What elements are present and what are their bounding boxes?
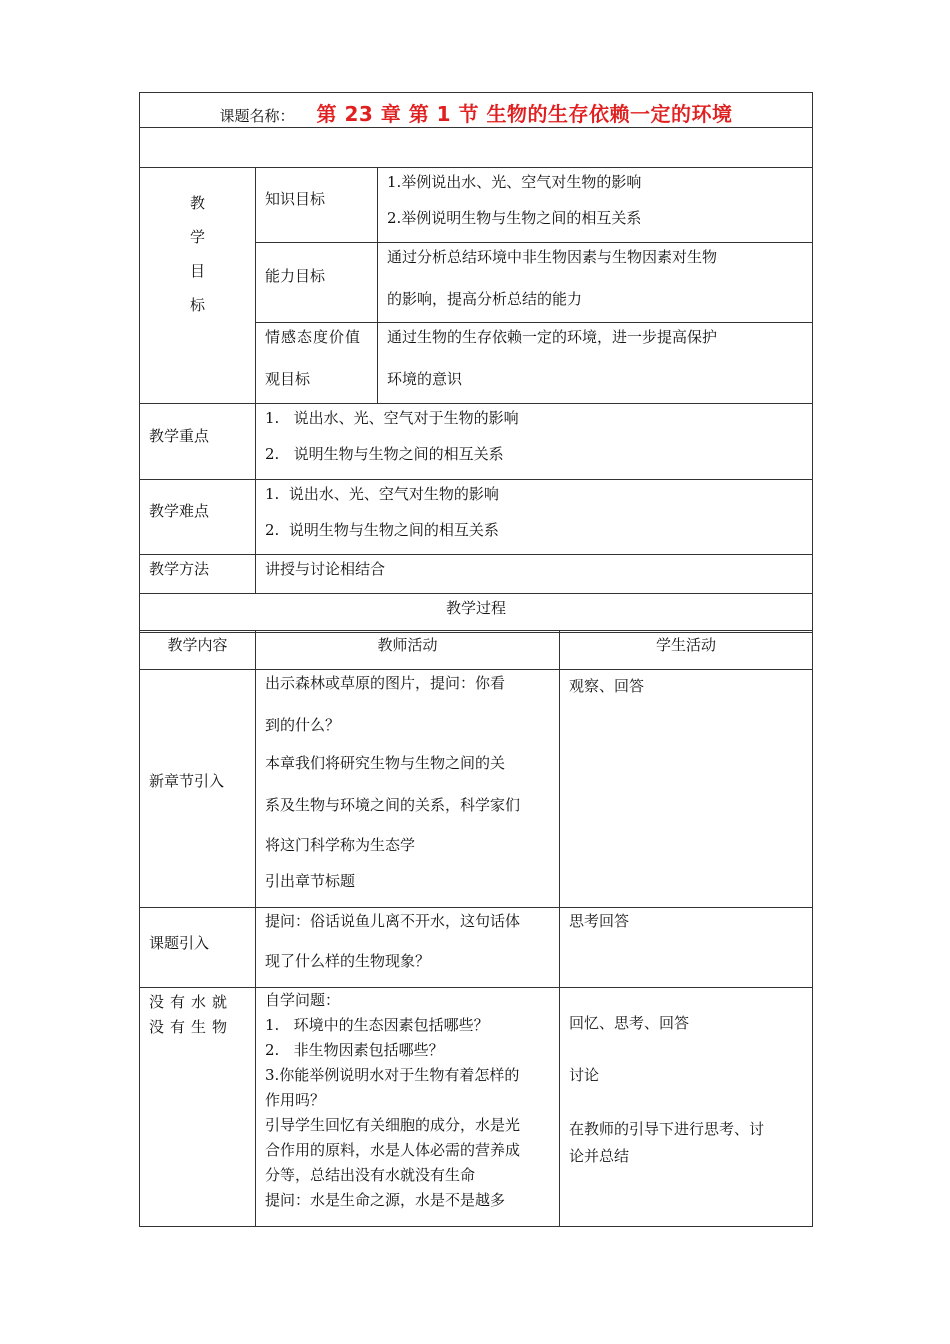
row-water-teacher bbox=[256, 988, 560, 1227]
lesson-title: 第 23 章 第 1 节 生物的生存依赖一定的环境 bbox=[316, 102, 733, 126]
key-points-label-cell bbox=[140, 404, 256, 480]
objective-char: 教 bbox=[189, 194, 205, 212]
teacher-line: 本章我们将研究生物与生物之间的关 bbox=[265, 754, 506, 772]
teacher-line: 分等，总结出没有水就没有生命 bbox=[265, 1166, 476, 1184]
row-content-label: 没有水就没有生物 bbox=[149, 993, 234, 1036]
difficulty-line: 2. 说明生物与生物之间的相互关系 bbox=[265, 521, 499, 539]
row-intro-student bbox=[560, 670, 813, 908]
process-title: 教学过程 bbox=[446, 599, 507, 617]
row-water-content bbox=[140, 988, 256, 1227]
knowledge-label-cell bbox=[256, 168, 378, 243]
teacher-line: 2. 非生物因素包括哪些？ bbox=[265, 1041, 444, 1059]
row-intro-content bbox=[140, 670, 256, 908]
teacher-line: 将这门科学称为生态学 bbox=[265, 836, 416, 854]
row-content-label: 新章节引入 bbox=[149, 772, 225, 790]
header-content-label: 教学内容 bbox=[167, 636, 228, 654]
teacher-line: 提问：俗话说鱼儿离不开水，这句话体 bbox=[265, 912, 521, 930]
row-topic-student bbox=[560, 908, 813, 988]
header-teacher-label: 教师活动 bbox=[377, 636, 438, 654]
emotion-label-line: 情感态度价值 bbox=[265, 328, 362, 346]
teacher-line: 引导学生回忆有关细胞的成分，水是光 bbox=[265, 1116, 521, 1134]
method-content-cell bbox=[256, 555, 813, 594]
method-value: 讲授与讨论相结合 bbox=[265, 560, 386, 578]
teacher-line: 合作用的原料，水是人体必需的营养成 bbox=[265, 1141, 521, 1159]
emotion-content-cell bbox=[378, 323, 813, 404]
method-label-cell bbox=[140, 555, 256, 594]
process-title-cell bbox=[140, 594, 813, 633]
title-cell bbox=[140, 93, 813, 128]
teacher-line: 系及生物与环境之间的关系，科学家们 bbox=[265, 796, 521, 814]
objective-char: 标 bbox=[189, 296, 205, 314]
student-line: 回忆、思考、回答 bbox=[569, 1014, 690, 1032]
process-table bbox=[139, 630, 813, 1227]
knowledge-label: 知识目标 bbox=[265, 190, 326, 208]
header-content bbox=[140, 631, 256, 670]
difficulties-content-cell bbox=[256, 480, 813, 555]
row-topic-teacher bbox=[256, 908, 560, 988]
row-water-student bbox=[560, 988, 813, 1227]
teacher-line: 到的什么？ bbox=[265, 716, 341, 734]
student-line: 在教师的引导下进行思考、讨 bbox=[569, 1120, 765, 1138]
emotion-label-cell bbox=[256, 323, 378, 404]
difficulty-line: 1. 说出水、光、空气对生物的影响 bbox=[265, 485, 499, 503]
blank-row bbox=[140, 128, 813, 168]
row-content-label: 课题引入 bbox=[149, 934, 210, 952]
teacher-line: 引出章节标题 bbox=[265, 872, 356, 890]
objective-char: 学 bbox=[189, 228, 205, 246]
header-student bbox=[560, 631, 813, 670]
key-points-label: 教学重点 bbox=[149, 427, 210, 445]
student-line: 观察、回答 bbox=[569, 677, 645, 695]
title-label: 课题名称： bbox=[219, 107, 295, 125]
key-points-content-cell bbox=[256, 404, 813, 480]
row-intro-teacher bbox=[256, 670, 560, 908]
student-line: 论并总结 bbox=[569, 1147, 630, 1165]
knowledge-content-cell bbox=[378, 168, 813, 243]
difficulties-label: 教学难点 bbox=[149, 502, 210, 520]
teacher-line: 出示森林或草原的图片，提问：你看 bbox=[265, 674, 506, 692]
ability-line: 的影响，提高分析总结的能力 bbox=[387, 290, 583, 308]
header-teacher bbox=[256, 631, 560, 670]
difficulties-label-cell bbox=[140, 480, 256, 555]
teacher-line: 1. 环境中的生态因素包括哪些？ bbox=[265, 1016, 489, 1034]
teacher-line: 提问：水是生命之源，水是不是越多 bbox=[265, 1191, 506, 1209]
emotion-line: 通过生物的生存依赖一定的环境，进一步提高保护 bbox=[387, 328, 718, 346]
objective-char: 目 bbox=[189, 262, 205, 280]
ability-label: 能力目标 bbox=[265, 267, 326, 285]
key-point-line: 2. 说明生物与生物之间的相互关系 bbox=[265, 445, 504, 463]
teacher-line: 现了什么样的生物现象？ bbox=[265, 952, 431, 970]
ability-content-cell bbox=[378, 243, 813, 323]
objectives-label-cell bbox=[140, 168, 256, 404]
teacher-line: 3.你能举例说明水对于生物有着怎样的 bbox=[265, 1066, 520, 1084]
key-point-line: 1. 说出水、光、空气对于生物的影响 bbox=[265, 409, 519, 427]
student-line: 讨论 bbox=[569, 1066, 600, 1084]
teacher-line: 自学问题： bbox=[265, 991, 341, 1009]
student-line: 思考回答 bbox=[569, 912, 630, 930]
lesson-info-table bbox=[139, 92, 813, 633]
emotion-line: 环境的意识 bbox=[387, 370, 463, 388]
method-label: 教学方法 bbox=[149, 560, 210, 578]
ability-label-cell bbox=[256, 243, 378, 323]
row-topic-content bbox=[140, 908, 256, 988]
knowledge-line: 1.举例说出水、光、空气对生物的影响 bbox=[387, 173, 642, 191]
ability-line: 通过分析总结环境中非生物因素与生物因素对生物 bbox=[387, 248, 718, 266]
knowledge-line: 2.举例说明生物与生物之间的相互关系 bbox=[387, 209, 642, 227]
teacher-line: 作用吗？ bbox=[265, 1091, 326, 1109]
emotion-label-line: 观目标 bbox=[265, 370, 311, 388]
header-student-label: 学生活动 bbox=[655, 636, 716, 654]
